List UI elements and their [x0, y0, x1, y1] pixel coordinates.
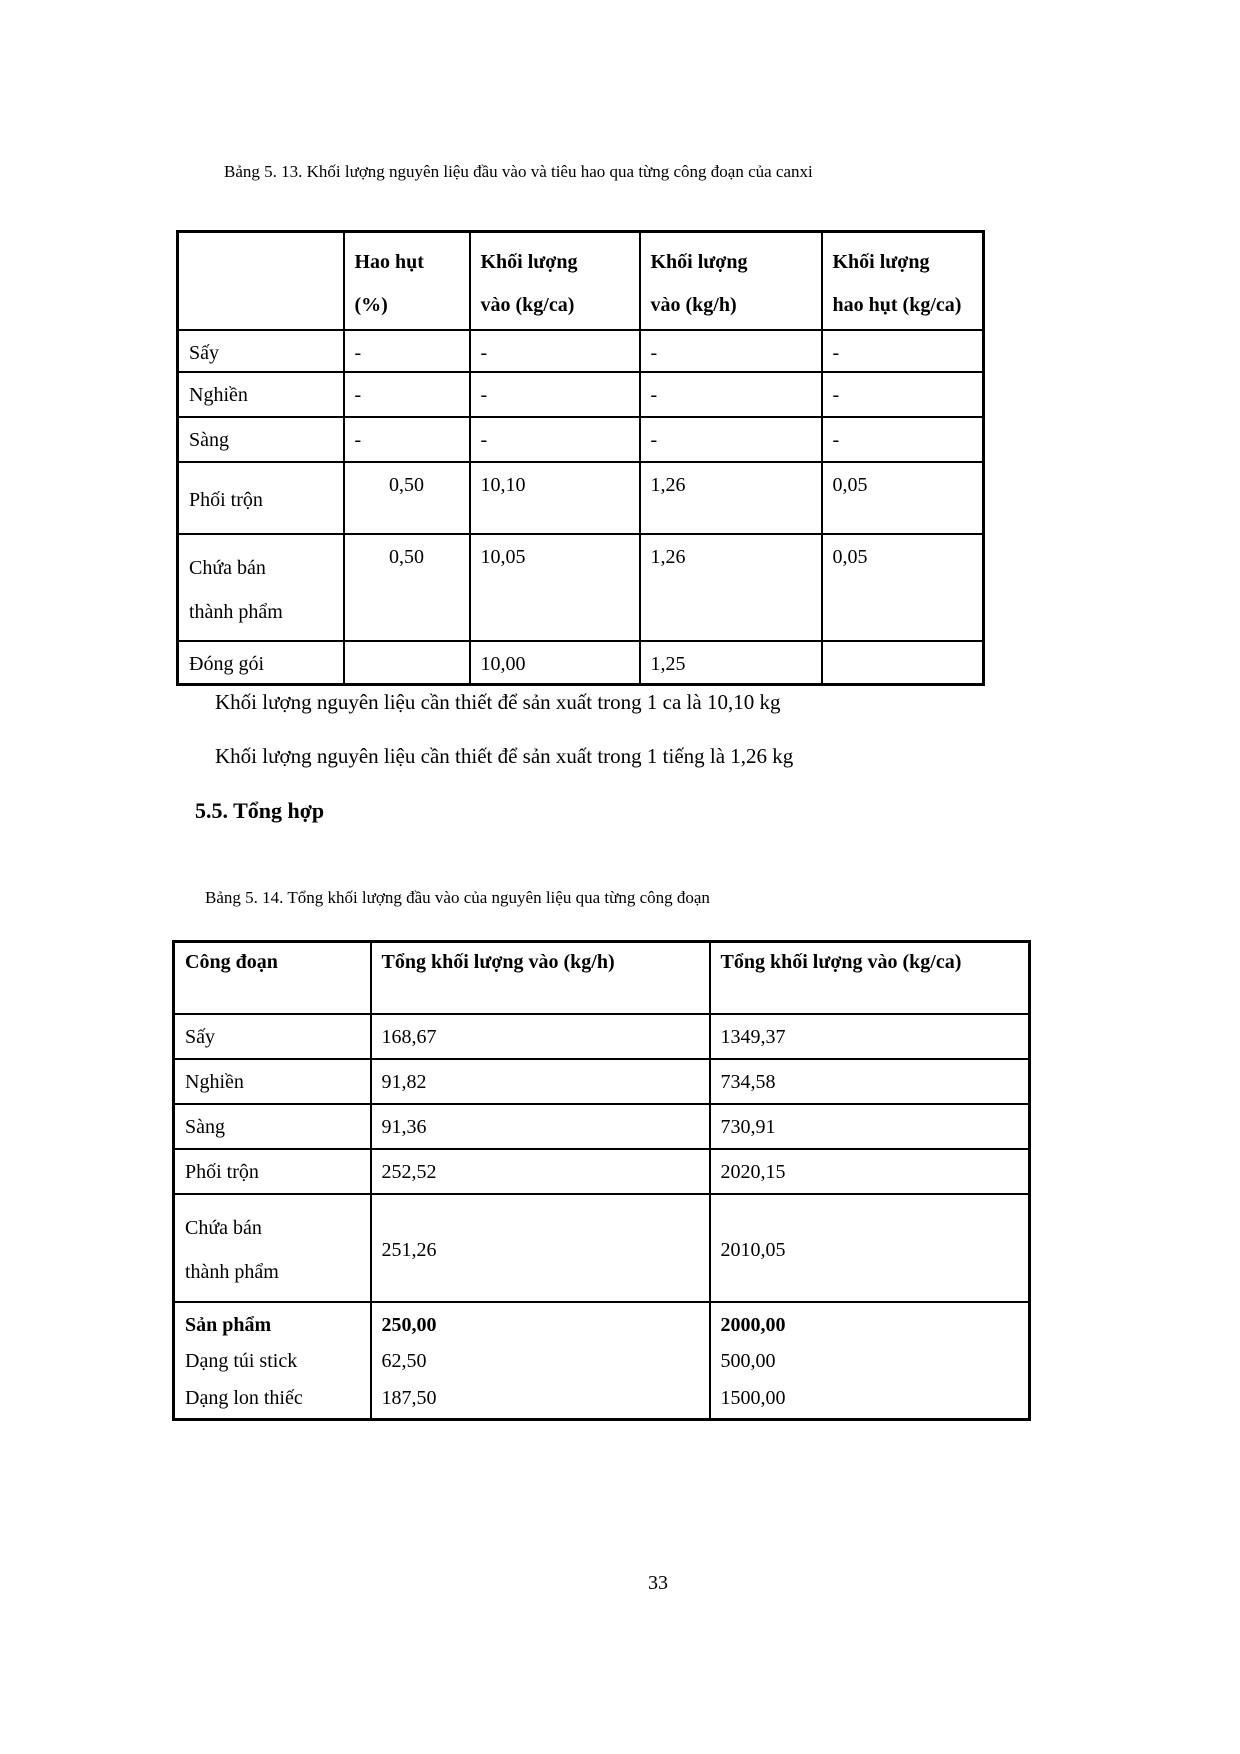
product-row: [174, 1302, 1030, 1420]
cell-value: 1,25: [640, 641, 822, 684]
cell-value: 10,00: [470, 641, 640, 684]
table-row: [174, 1014, 1030, 1059]
table-row: [174, 1194, 1030, 1302]
cell-value: -: [640, 417, 822, 462]
table-row: [174, 1149, 1030, 1194]
table-row: [174, 1104, 1030, 1149]
cell-value: 1349,37: [710, 1014, 1030, 1059]
header-kl-vao-ca: Khối lượng vào (kg/ca): [470, 232, 640, 331]
header-kl-vao-h: Khối lượng vào (kg/h): [640, 232, 822, 331]
cell-label: Nghiền: [174, 1059, 371, 1104]
table-row: [178, 462, 984, 534]
cell-value: 0,50: [344, 534, 470, 641]
cell-value: -: [822, 417, 984, 462]
cell-value: 1,26: [640, 534, 822, 641]
cell-label: Sấy: [178, 330, 344, 372]
cell-value: 10,05: [470, 534, 640, 641]
material-input-loss-table: [176, 230, 985, 686]
cell-value: -: [344, 330, 470, 372]
cell-value: 0,50: [344, 462, 470, 534]
cell-value: 0,05: [822, 462, 984, 534]
cell-value: 252,52: [371, 1149, 710, 1194]
cell-value: -: [344, 417, 470, 462]
table-row: [178, 534, 984, 641]
page-number: 33: [648, 1572, 668, 1594]
total-input-summary-table: [172, 940, 1031, 1421]
table-row: [178, 330, 984, 372]
cell-value: 730,91: [710, 1104, 1030, 1149]
cell-value: 2000,00 500,00 1500,00: [710, 1302, 1030, 1420]
cell-value: 251,26: [371, 1194, 710, 1302]
header-cong-doan: Công đoạn: [174, 942, 371, 1015]
cell-value: 1,26: [640, 462, 822, 534]
cell-value: 2020,15: [710, 1149, 1030, 1194]
cell-value: -: [470, 372, 640, 417]
cell-label: Đóng gói: [178, 641, 344, 684]
cell-value: 91,82: [371, 1059, 710, 1104]
table-row: [178, 417, 984, 462]
header-hao-hut: Hao hụt (%): [344, 232, 470, 331]
header-kl-hao-hut: Khối lượng hao hụt (kg/ca): [822, 232, 984, 331]
cell-value: 734,58: [710, 1059, 1030, 1104]
cell-label: Nghiền: [178, 372, 344, 417]
cell-value: -: [344, 372, 470, 417]
section-heading: 5.5. Tổng hợp: [195, 798, 325, 823]
cell-value: 91,36: [371, 1104, 710, 1149]
cell-value: 10,10: [470, 462, 640, 534]
cell-value: 2010,05: [710, 1194, 1030, 1302]
cell-label: Phối trộn: [178, 462, 344, 534]
note-per-shift: Khối lượng nguyên liệu cần thiết để sản xuất trong 1 ca là 10,10 kg: [215, 690, 781, 714]
cell-label: Sấy: [174, 1014, 371, 1059]
cell-value: -: [640, 372, 822, 417]
cell-value: 0,05: [822, 534, 984, 641]
cell-value: 250,00 62,50 187,50: [371, 1302, 710, 1420]
header-empty: [178, 232, 344, 331]
cell-label: Chứa bán thành phẩm: [174, 1194, 371, 1302]
cell-value: -: [470, 330, 640, 372]
note-per-hour: Khối lượng nguyên liệu cần thiết để sản xuất trong 1 tiếng là 1,26 kg: [215, 744, 794, 768]
table-header-row: [178, 232, 984, 331]
header-total-kg-ca: Tổng khối lượng vào (kg/ca): [710, 942, 1030, 1015]
table-row: [174, 1059, 1030, 1104]
cell-label: Chứa bán thành phẩm: [178, 534, 344, 641]
cell-value: 168,67: [371, 1014, 710, 1059]
table1-caption: Bảng 5. 13. Khối lượng nguyên liệu đầu vào và tiêu hao qua từng công đoạn của canxi: [224, 162, 813, 181]
cell-value: -: [470, 417, 640, 462]
cell-value: -: [640, 330, 822, 372]
cell-label: Phối trộn: [174, 1149, 371, 1194]
header-total-kg-h: Tổng khối lượng vào (kg/h): [371, 942, 710, 1015]
cell-label: Sàng: [178, 417, 344, 462]
cell-value: -: [822, 372, 984, 417]
cell-label: Sàng: [174, 1104, 371, 1149]
cell-value: [344, 641, 470, 684]
table2-caption: Bảng 5. 14. Tổng khối lượng đầu vào của nguyên liệu qua từng công đoạn: [205, 888, 710, 907]
table-row: [178, 372, 984, 417]
table-row: [178, 641, 984, 684]
table-header-row: [174, 942, 1030, 1015]
cell-value: -: [822, 330, 984, 372]
cell-value: [822, 641, 984, 684]
cell-label: Sản phẩm Dạng túi stick Dạng lon thiếc: [174, 1302, 371, 1420]
